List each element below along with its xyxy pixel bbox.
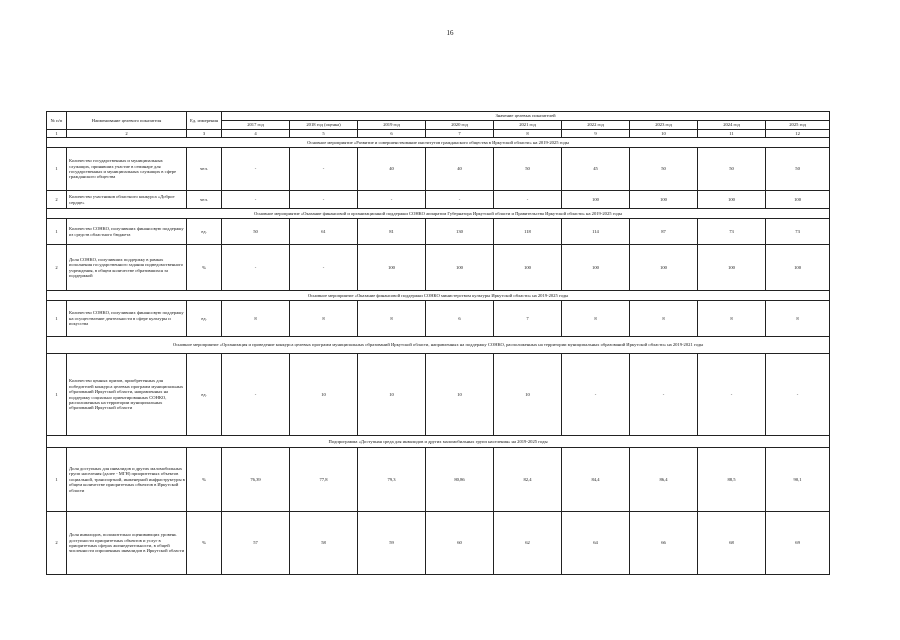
indicator-value: 84,4 — [562, 448, 630, 512]
indicator-value: 100 — [358, 245, 426, 291]
indicator-value: 50 — [494, 148, 562, 191]
indicator-value: 10 — [426, 354, 494, 436]
indicator-value: 88,5 — [698, 448, 766, 512]
indicator-value: - — [358, 191, 426, 209]
indicator-value: 8 — [358, 301, 426, 337]
target-indicators-table — [46, 111, 830, 575]
indicator-unit: ед. — [187, 219, 222, 245]
indicator-value: - — [494, 191, 562, 209]
indicator-value: 40 — [426, 148, 494, 191]
indicator-name: Доля инвалидов, положительно оценивающих уровень доступности приоритетных объектов и услуг в приоритетных сферах жизнедеятельности, в общей численности опрошенных инвалидов в Иркутской области — [67, 512, 187, 575]
indicator-name: Количество государственных и муниципальных служащих, принявших участие в семинаре для государственных и муниципальных служащих в сфере гражданского общества — [67, 148, 187, 191]
section-title: Основное мероприятие «Развитие и совершенствование институтов гражданского общества в Иркутской области» на 2019-2025 годы — [47, 138, 830, 148]
indicator-unit: % — [187, 448, 222, 512]
column-number: 7 — [426, 130, 494, 138]
header-year: 2021 год — [494, 121, 562, 130]
header-year: 2024 год — [698, 121, 766, 130]
section-title: Основное мероприятие «Оказание финансовой поддержки СОНКО министерством культуры Иркутской области» на 2019-2025 годы — [47, 291, 830, 301]
row-num: 1 — [47, 148, 67, 191]
table-row — [47, 191, 830, 209]
indicator-name: Количество участников областного конкурса «Доброе сердце» — [67, 191, 187, 209]
row-num: 2 — [47, 191, 67, 209]
indicator-value: - — [290, 148, 358, 191]
indicator-value: 100 — [562, 191, 630, 209]
indicator-value: 80,86 — [426, 448, 494, 512]
indicator-value: 40 — [358, 148, 426, 191]
table-row — [47, 245, 830, 291]
indicator-value: - — [766, 354, 830, 436]
indicator-name: Количество ценных призов, приобретенных для победителей конкурса целевых программ муниципальных образований Иркутской области, направленных на поддержку социально ориентированных СОНКО, расположенных на территории муниципальных образований Иркутской области — [67, 354, 187, 436]
indicator-value: 50 — [766, 148, 830, 191]
table-row — [47, 354, 830, 436]
header-year: 2023 год — [630, 121, 698, 130]
column-number: 3 — [187, 130, 222, 138]
indicator-value: 81 — [358, 219, 426, 245]
indicator-value: - — [222, 354, 290, 436]
indicator-unit: % — [187, 512, 222, 575]
table-row — [47, 148, 830, 191]
column-number: 6 — [358, 130, 426, 138]
indicator-value: 10 — [358, 354, 426, 436]
indicator-value: 68 — [698, 512, 766, 575]
indicator-value: 79,3 — [358, 448, 426, 512]
indicator-value: 50 — [222, 219, 290, 245]
indicator-name: Доля доступных для инвалидов и других маломобильных групп населения (далее - МГН) приоритетных объектов социальной, транспортной, инженерной инфраструктуры в общем количестве приоритетных объектов в Иркутской области — [67, 448, 187, 512]
header-year: 2018 год (оценка) — [290, 121, 358, 130]
indicator-value: 100 — [698, 191, 766, 209]
column-number: 2 — [67, 130, 187, 138]
row-num: 2 — [47, 245, 67, 291]
indicator-value: 100 — [426, 245, 494, 291]
indicator-unit: чел. — [187, 148, 222, 191]
indicator-value: 100 — [766, 245, 830, 291]
row-num: 1 — [47, 219, 67, 245]
indicator-value: 7 — [494, 301, 562, 337]
header-values-group: Значение целевых показателей — [222, 112, 830, 121]
indicator-value: 73 — [698, 219, 766, 245]
column-number: 11 — [698, 130, 766, 138]
column-number: 10 — [630, 130, 698, 138]
indicator-name: Доля СОНКО, получивших поддержку в рамках исполнения государственного задания подведомственного учреждения, в общем количестве обратившихся за поддержкой — [67, 245, 187, 291]
indicator-value: 100 — [630, 191, 698, 209]
indicator-value: 8 — [290, 301, 358, 337]
indicator-value: 8 — [562, 301, 630, 337]
indicator-value: 8 — [222, 301, 290, 337]
indicator-value: 86,4 — [630, 448, 698, 512]
indicator-value: 87 — [630, 219, 698, 245]
section-title: Подпрограмма «Доступная среда для инвалидов и других маломобильных групп населения» на 2019-2025 годы — [47, 436, 830, 448]
indicator-value: 61 — [290, 219, 358, 245]
indicator-value: 50 — [698, 148, 766, 191]
table-row — [47, 448, 830, 512]
indicator-value: 90,1 — [766, 448, 830, 512]
indicator-value: 114 — [562, 219, 630, 245]
indicator-unit: % — [187, 245, 222, 291]
indicator-value: 82,4 — [494, 448, 562, 512]
indicator-value: - — [222, 245, 290, 291]
indicator-value: 100 — [494, 245, 562, 291]
indicator-value: 118 — [494, 219, 562, 245]
column-number: 4 — [222, 130, 290, 138]
indicator-value: - — [222, 191, 290, 209]
indicator-unit: ед. — [187, 354, 222, 436]
header-year: 2020 год — [426, 121, 494, 130]
indicator-value: 45 — [562, 148, 630, 191]
indicator-value: 6 — [426, 301, 494, 337]
header-year: 2025 год — [766, 121, 830, 130]
header-year: 2019 год — [358, 121, 426, 130]
indicator-value: - — [630, 354, 698, 436]
row-num: 2 — [47, 512, 67, 575]
header-name: Наименование целевого показателя — [67, 112, 187, 130]
indicator-value: 100 — [562, 245, 630, 291]
table-row — [47, 512, 830, 575]
indicator-value: - — [290, 191, 358, 209]
indicator-unit: чел. — [187, 191, 222, 209]
indicator-value: 64 — [562, 512, 630, 575]
indicator-value: - — [426, 191, 494, 209]
indicator-value: 100 — [698, 245, 766, 291]
row-num: 1 — [47, 448, 67, 512]
indicator-value: - — [562, 354, 630, 436]
indicator-value: 10 — [290, 354, 358, 436]
page-number: 16 — [446, 29, 454, 37]
indicator-name: Количество СОНКО, получивших финансовую поддержку из средств областного бюджета — [67, 219, 187, 245]
indicator-value: 66 — [630, 512, 698, 575]
header-year: 2022 год — [562, 121, 630, 130]
indicator-value: 58 — [290, 512, 358, 575]
header-num: № п/п — [47, 112, 67, 130]
indicator-value: 77,8 — [290, 448, 358, 512]
header-year: 2017 год — [222, 121, 290, 130]
indicator-value: 76,39 — [222, 448, 290, 512]
column-number: 9 — [562, 130, 630, 138]
indicator-value: 69 — [766, 512, 830, 575]
indicator-value: - — [222, 148, 290, 191]
table-row — [47, 219, 830, 245]
column-number: 8 — [494, 130, 562, 138]
indicator-value: 100 — [766, 191, 830, 209]
row-num: 1 — [47, 301, 67, 337]
section-title: Основное мероприятие «Оказание финансовой и организационной поддержки СОНКО аппаратом Губернатора Иркутской области и Правительства Иркутской области» на 2019-2025 годы — [47, 209, 830, 219]
table-row — [47, 301, 830, 337]
column-number: 12 — [766, 130, 830, 138]
section-title: Основное мероприятие «Организация и проведение конкурса целевых программ муниципальных образований Иркутской области, направленных на поддержку СОНКО, расположенных на территории муниципальных образований Иркутской области» на 2019-2021 годы — [47, 337, 830, 354]
row-num: 1 — [47, 354, 67, 436]
indicator-value: 62 — [494, 512, 562, 575]
indicator-value: 59 — [358, 512, 426, 575]
indicator-value: 8 — [766, 301, 830, 337]
indicator-value: 10 — [494, 354, 562, 436]
indicator-value: 100 — [630, 245, 698, 291]
indicator-value: 8 — [698, 301, 766, 337]
indicator-value: 60 — [426, 512, 494, 575]
indicator-value: 8 — [630, 301, 698, 337]
indicator-unit: ед. — [187, 301, 222, 337]
indicator-value: 73 — [766, 219, 830, 245]
header-unit: Ед. измерения — [187, 112, 222, 130]
indicator-name: Количество СОНКО, получивших финансовую поддержку на осуществление деятельности в сфере культуры и искусства — [67, 301, 187, 337]
indicator-value: - — [290, 245, 358, 291]
column-number: 1 — [47, 130, 67, 138]
column-number: 5 — [290, 130, 358, 138]
indicator-value: 57 — [222, 512, 290, 575]
indicator-value: - — [698, 354, 766, 436]
indicator-value: 50 — [630, 148, 698, 191]
indicator-value: 130 — [426, 219, 494, 245]
